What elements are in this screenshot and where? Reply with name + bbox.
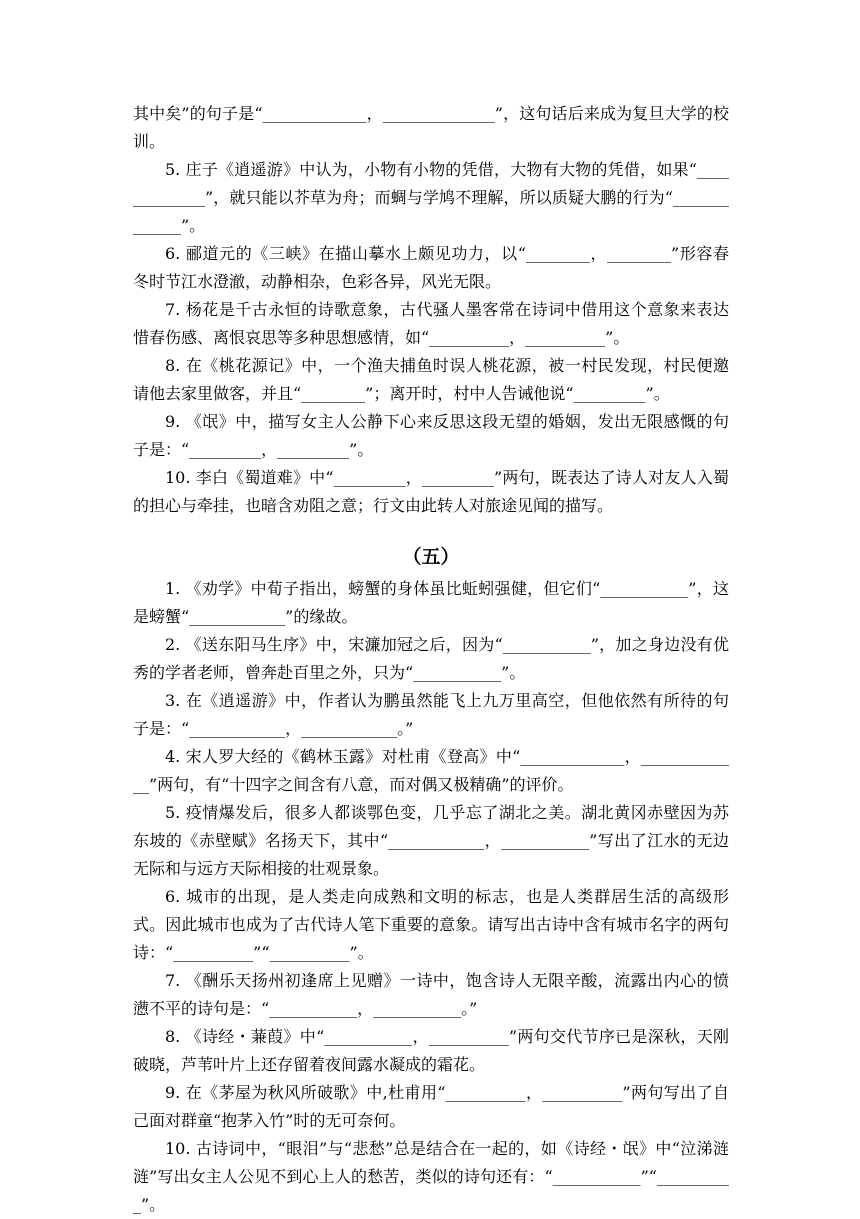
question-4-7: 7. 杨花是千古永恒的诗歌意象，古代骚人墨客常在诗词中借用这个意象来表达惜春伤感、离恨哀思等多种思想感情，如“__________，__________”。	[133, 300, 729, 347]
question-5-1: 1. 《劝学》中荀子指出，螃蟹的身体虽比蚯蚓强健，但它们“___________”，这是螃蟹“____________”的缘故。	[133, 579, 729, 626]
question-5-4: 4. 宋人罗大经的《鹤林玉露》对杜甫《登高》中“_____________，_____________”两句，有“十四字之间含有八意，而对偶又极精确”的评价。	[133, 747, 729, 794]
question-5-6: 6. 城市的出现，是人类走向成熟和文明的标志，也是人类群居生活的高级形式。因此城市也成为了古代诗人笔下重要的意象。请写出古诗中含有城市名字的两句诗：“__________”“__________”。	[133, 887, 729, 962]
question-5-5: 5. 疫情爆发后，很多人都谈鄂色变，几乎忘了湖北之美。湖北黄冈赤壁因为苏东坡的《赤壁赋》名扬天下，其中“____________，___________”写出了江水的无边无际和与远方天际相接的壮观景象。	[133, 803, 729, 878]
question-5-3: 3. 在《逍遥游》中，作者认为鹏虽然能飞上九万里高空，但他依然有所待的句子是：“____________，____________。”	[133, 691, 729, 738]
question-5-2: 2. 《送东阳马生序》中，宋濂加冠之后，因为“___________”，加之身边没有优秀的学者老师，曾奔赴百里之外，只为“___________”。	[133, 635, 729, 682]
question-4-10: 10. 李白《蜀道难》中“_________，_________”两句，既表达了诗人对友人入蜀的担心与牵挂，也暗含劝阻之意；行文由此转人对旅途见闻的描写。	[133, 468, 729, 515]
question-5-7: 7. 《酬乐天扬州初逢席上见赠》一诗中，饱含诗人无限辛酸，流露出内心的愤懑不平的诗句是：“___________，___________。”	[133, 971, 729, 1018]
question-4-continuation: 其中矣”的句子是“_____________，______________”，这句话后来成为复旦大学的校训。	[133, 104, 729, 151]
question-5-9: 9. 在《茅屋为秋风所破歌》中,杜甫用“__________，__________”两句写出了自己面对群童“抱茅入竹”时的无可奈何。	[133, 1083, 729, 1130]
section-5-questions	[133, 575, 729, 1219]
question-4-5: 5. 庄子《逍遥游》中认为，小物有小物的凭借，大物有大物的凭借，如果“_____________”，就只能以芥草为舟；而蜩与学鸠不理解，所以质疑大鹏的行为“_____________”。	[133, 160, 729, 235]
question-5-10: 10. 古诗词中，“眼泪”与“悲愁”总是结合在一起的，如《诗经・氓》中“泣涕涟涟”写出女主人公见不到心上人的愁苦，类似的诗句还有：“___________”“__________”。	[133, 1139, 729, 1214]
question-4-6: 6. 郦道元的《三峡》在描山摹水上颇见功力，以“________，________”形容春冬时节江水澄澈，动静相杂，色彩各异，风光无限。	[133, 244, 729, 291]
question-5-8: 8. 《诗经・蒹葭》中“___________，__________”两句交代节序已是深秋，天刚破晓，芦苇叶片上还存留着夜间露水凝成的霜花。	[133, 1027, 729, 1074]
question-4-8: 8. 在《桃花源记》中，一个渔夫捕鱼时误人桃花源，被一村民发现，村民便邀请他去家里做客，并且“________”；离开时，村中人告诫他说“_________”。	[133, 356, 729, 403]
document-body	[133, 100, 729, 1219]
section-5-heading: （五）	[402, 546, 460, 568]
question-4-9: 9. 《氓》中，描写女主人公静下心来反思这段无望的婚姻，发出无限感慨的句子是：“_________，_________”。	[133, 412, 729, 459]
section-4-questions	[133, 100, 729, 520]
